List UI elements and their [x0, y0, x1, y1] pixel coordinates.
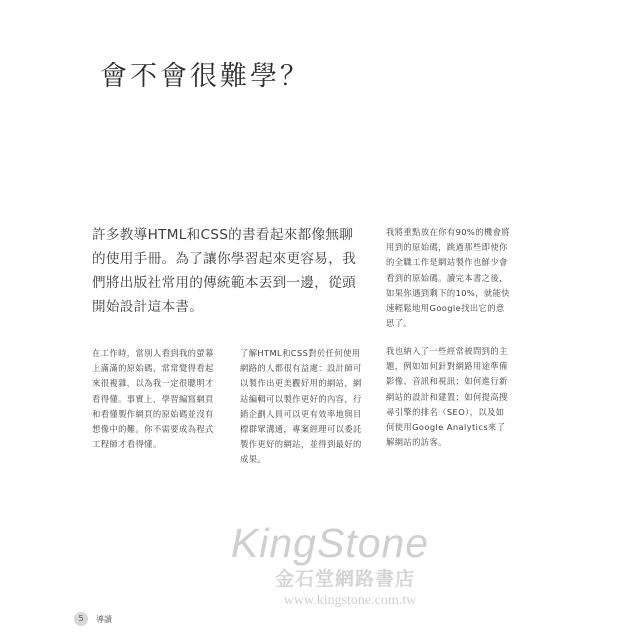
page-number: 5	[74, 612, 88, 626]
lead-paragraph: 許多教導HTML和CSS的書看起來都像無聊的使用手冊。為了讓你學習起來更容易，我們將出版社常用的傳統範本丟到一邊，從頭開始設計這本書。	[92, 227, 356, 315]
watermark	[200, 520, 460, 610]
watermark-logo: KingStone	[230, 520, 430, 566]
section-name: 導讀	[96, 614, 112, 624]
watermark-store-name: 金石堂網路書店	[274, 568, 415, 590]
right-column-text: 我也納入了一些經常被問到的主題，例如如何針對網路用途準備影像、音訊和視訊；如何進行新網站的設計和建置；如何提高搜尋引擎的排名（SEO），以及如何使用Google Analytics來了解網站的訪客。	[386, 346, 508, 448]
middle-column	[240, 346, 364, 468]
right-column	[386, 344, 510, 450]
middle-column-text: 了解HTML和CSS對於任何使用網路的人都很有益處：設計師可以製作出更美觀好用的網站，網站編輯可以製作更好的內容，行銷企劃人員可以更有效率地與目標群眾溝通，專案經理可以委託製作更好的網站，並得到最好的成果。	[240, 348, 362, 465]
watermark-url: www.kingstone.com.tw	[283, 593, 417, 608]
right-top-paragraph	[386, 225, 510, 331]
page-footer	[74, 612, 112, 626]
right-top-text: 我將重點放在你有90%的機會將用到的原始碼，跳過那些即使你的全職工作是網站製作也鮮少會看到的原始碼。讀完本書之後，如果你遇到剩下的10%，就能快速輕鬆地用Google找出它的意思了。	[386, 227, 511, 329]
page-title: 會不會很難學？	[100, 61, 310, 93]
left-column-text: 在工作時，當別人看到我的螢幕上滿滿的原始碼，常常覺得看起來很複雜，以為我一定很聰明才看得懂。事實上，學習編寫網頁和看懂製作網頁的原始碼並沒有想像中的難。你不需要成為程式工程師才看得懂。	[92, 348, 214, 450]
left-column	[92, 346, 222, 452]
